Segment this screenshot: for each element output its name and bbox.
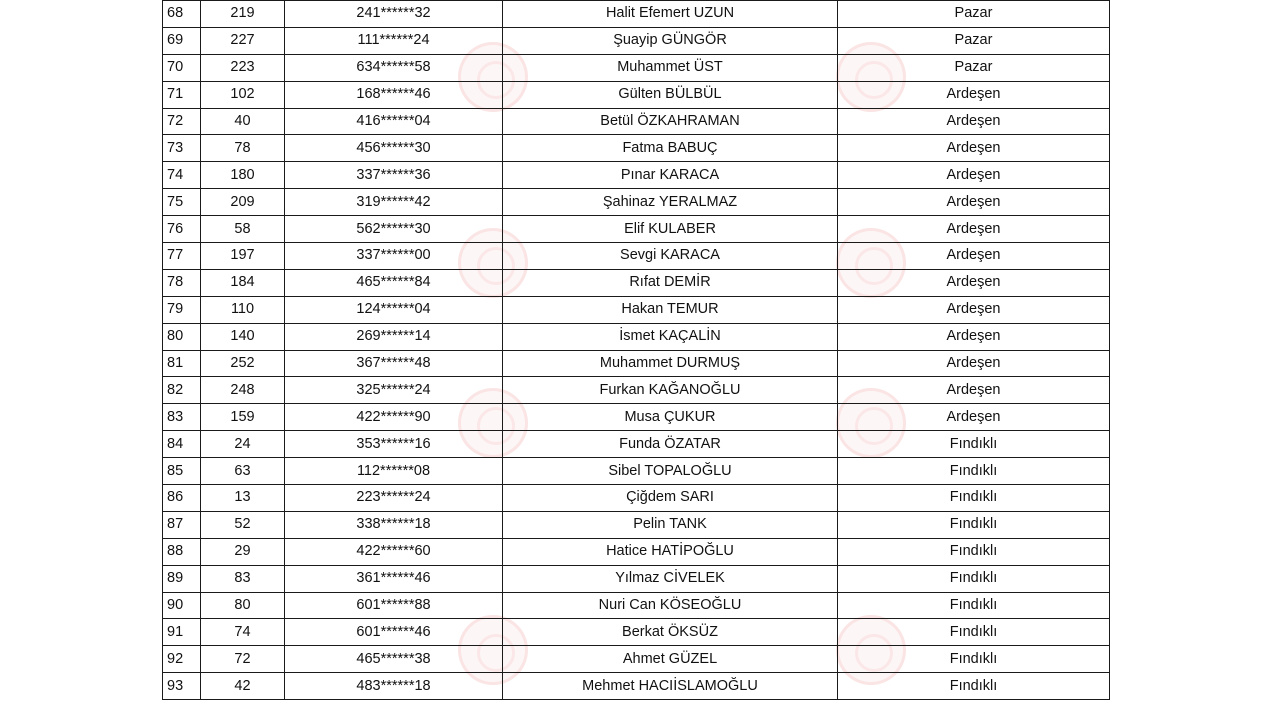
district-cell: Fındıklı <box>838 646 1110 673</box>
district-cell: Fındıklı <box>838 511 1110 538</box>
name-cell: Sibel TOPALOĞLU <box>503 458 838 485</box>
rank-cell: 180 <box>201 162 285 189</box>
id-number-cell: 337******36 <box>285 162 503 189</box>
id-number-cell: 601******88 <box>285 592 503 619</box>
row-number-cell: 72 <box>163 108 201 135</box>
table-row <box>163 296 1110 323</box>
id-number-cell: 112******08 <box>285 458 503 485</box>
id-number-cell: 353******16 <box>285 431 503 458</box>
name-cell: Ahmet GÜZEL <box>503 646 838 673</box>
table-row <box>163 511 1110 538</box>
row-number-cell: 84 <box>163 431 201 458</box>
rank-cell: 140 <box>201 323 285 350</box>
id-number-cell: 124******04 <box>285 296 503 323</box>
row-number-cell: 71 <box>163 81 201 108</box>
name-cell: Betül ÖZKAHRAMAN <box>503 108 838 135</box>
district-cell: Ardeşen <box>838 189 1110 216</box>
id-number-cell: 367******48 <box>285 350 503 377</box>
table-row <box>163 162 1110 189</box>
rank-cell: 13 <box>201 485 285 512</box>
name-cell: Furkan KAĞANOĞLU <box>503 377 838 404</box>
table-body <box>163 1 1110 700</box>
row-number-cell: 85 <box>163 458 201 485</box>
table-row <box>163 135 1110 162</box>
district-cell: Fındıklı <box>838 565 1110 592</box>
id-number-cell: 325******24 <box>285 377 503 404</box>
row-number-cell: 89 <box>163 565 201 592</box>
rank-cell: 227 <box>201 27 285 54</box>
district-cell: Ardeşen <box>838 323 1110 350</box>
name-cell: Sevgi KARACA <box>503 243 838 270</box>
assignment-table <box>162 0 1110 700</box>
id-number-cell: 465******84 <box>285 269 503 296</box>
rank-cell: 74 <box>201 619 285 646</box>
row-number-cell: 87 <box>163 511 201 538</box>
rank-cell: 24 <box>201 431 285 458</box>
row-number-cell: 82 <box>163 377 201 404</box>
table-row <box>163 646 1110 673</box>
row-number-cell: 83 <box>163 404 201 431</box>
table-row <box>163 619 1110 646</box>
id-number-cell: 111******24 <box>285 27 503 54</box>
name-cell: Nuri Can KÖSEOĞLU <box>503 592 838 619</box>
id-number-cell: 319******42 <box>285 189 503 216</box>
district-cell: Ardeşen <box>838 108 1110 135</box>
name-cell: Pelin TANK <box>503 511 838 538</box>
id-number-cell: 416******04 <box>285 108 503 135</box>
row-number-cell: 80 <box>163 323 201 350</box>
table-row <box>163 377 1110 404</box>
rank-cell: 78 <box>201 135 285 162</box>
district-cell: Pazar <box>838 27 1110 54</box>
row-number-cell: 73 <box>163 135 201 162</box>
rank-cell: 223 <box>201 54 285 81</box>
id-number-cell: 601******46 <box>285 619 503 646</box>
district-cell: Ardeşen <box>838 81 1110 108</box>
table-row <box>163 431 1110 458</box>
row-number-cell: 78 <box>163 269 201 296</box>
rank-cell: 72 <box>201 646 285 673</box>
rank-cell: 184 <box>201 269 285 296</box>
table-row <box>163 54 1110 81</box>
name-cell: Funda ÖZATAR <box>503 431 838 458</box>
name-cell: Musa ÇUKUR <box>503 404 838 431</box>
table-row <box>163 673 1110 700</box>
rank-cell: 42 <box>201 673 285 700</box>
row-number-cell: 79 <box>163 296 201 323</box>
table-row <box>163 565 1110 592</box>
rank-cell: 252 <box>201 350 285 377</box>
row-number-cell: 70 <box>163 54 201 81</box>
district-cell: Ardeşen <box>838 377 1110 404</box>
row-number-cell: 77 <box>163 243 201 270</box>
row-number-cell: 86 <box>163 485 201 512</box>
rank-cell: 197 <box>201 243 285 270</box>
id-number-cell: 168******46 <box>285 81 503 108</box>
row-number-cell: 90 <box>163 592 201 619</box>
name-cell: Halit Efemert UZUN <box>503 1 838 28</box>
district-cell: Pazar <box>838 54 1110 81</box>
table-row <box>163 485 1110 512</box>
name-cell: Hakan TEMUR <box>503 296 838 323</box>
table-row <box>163 538 1110 565</box>
name-cell: İsmet KAÇALİN <box>503 323 838 350</box>
district-cell: Ardeşen <box>838 243 1110 270</box>
id-number-cell: 465******38 <box>285 646 503 673</box>
rank-cell: 29 <box>201 538 285 565</box>
district-cell: Ardeşen <box>838 350 1110 377</box>
district-cell: Ardeşen <box>838 216 1110 243</box>
district-cell: Pazar <box>838 1 1110 28</box>
name-cell: Fatma BABUÇ <box>503 135 838 162</box>
row-number-cell: 91 <box>163 619 201 646</box>
rank-cell: 219 <box>201 1 285 28</box>
rank-cell: 63 <box>201 458 285 485</box>
id-number-cell: 269******14 <box>285 323 503 350</box>
row-number-cell: 75 <box>163 189 201 216</box>
name-cell: Berkat ÖKSÜZ <box>503 619 838 646</box>
table-row <box>163 81 1110 108</box>
district-cell: Ardeşen <box>838 162 1110 189</box>
name-cell: Çiğdem SARI <box>503 485 838 512</box>
row-number-cell: 88 <box>163 538 201 565</box>
row-number-cell: 74 <box>163 162 201 189</box>
table-row <box>163 458 1110 485</box>
name-cell: Şuayip GÜNGÖR <box>503 27 838 54</box>
table-row <box>163 1 1110 28</box>
id-number-cell: 361******46 <box>285 565 503 592</box>
row-number-cell: 92 <box>163 646 201 673</box>
rank-cell: 40 <box>201 108 285 135</box>
table-row <box>163 323 1110 350</box>
name-cell: Yılmaz CİVELEK <box>503 565 838 592</box>
table-row <box>163 350 1110 377</box>
name-cell: Pınar KARACA <box>503 162 838 189</box>
id-number-cell: 562******30 <box>285 216 503 243</box>
row-number-cell: 81 <box>163 350 201 377</box>
row-number-cell: 93 <box>163 673 201 700</box>
rank-cell: 83 <box>201 565 285 592</box>
row-number-cell: 69 <box>163 27 201 54</box>
name-cell: Muhammet DURMUŞ <box>503 350 838 377</box>
district-cell: Ardeşen <box>838 404 1110 431</box>
rank-cell: 209 <box>201 189 285 216</box>
name-cell: Hatice HATİPOĞLU <box>503 538 838 565</box>
rank-cell: 159 <box>201 404 285 431</box>
id-number-cell: 483******18 <box>285 673 503 700</box>
table-row <box>163 27 1110 54</box>
id-number-cell: 456******30 <box>285 135 503 162</box>
district-cell: Ardeşen <box>838 269 1110 296</box>
rank-cell: 52 <box>201 511 285 538</box>
table-row <box>163 108 1110 135</box>
district-cell: Fındıklı <box>838 673 1110 700</box>
table-row <box>163 216 1110 243</box>
id-number-cell: 422******60 <box>285 538 503 565</box>
id-number-cell: 422******90 <box>285 404 503 431</box>
name-cell: Muhammet ÜST <box>503 54 838 81</box>
name-cell: Mehmet HACIİSLAMOĞLU <box>503 673 838 700</box>
name-cell: Gülten BÜLBÜL <box>503 81 838 108</box>
table-row <box>163 592 1110 619</box>
id-number-cell: 634******58 <box>285 54 503 81</box>
district-cell: Fındıklı <box>838 485 1110 512</box>
rank-cell: 58 <box>201 216 285 243</box>
rank-cell: 248 <box>201 377 285 404</box>
row-number-cell: 76 <box>163 216 201 243</box>
row-number-cell: 68 <box>163 1 201 28</box>
rank-cell: 80 <box>201 592 285 619</box>
table-row <box>163 243 1110 270</box>
district-cell: Fındıklı <box>838 431 1110 458</box>
district-cell: Fındıklı <box>838 592 1110 619</box>
id-number-cell: 338******18 <box>285 511 503 538</box>
name-cell: Rıfat DEMİR <box>503 269 838 296</box>
id-number-cell: 337******00 <box>285 243 503 270</box>
district-cell: Fındıklı <box>838 458 1110 485</box>
id-number-cell: 241******32 <box>285 1 503 28</box>
name-cell: Elif KULABER <box>503 216 838 243</box>
table-row <box>163 189 1110 216</box>
district-cell: Fındıklı <box>838 619 1110 646</box>
name-cell: Şahinaz YERALMAZ <box>503 189 838 216</box>
table-row <box>163 269 1110 296</box>
rank-cell: 110 <box>201 296 285 323</box>
district-cell: Ardeşen <box>838 296 1110 323</box>
district-cell: Fındıklı <box>838 538 1110 565</box>
district-cell: Ardeşen <box>838 135 1110 162</box>
rank-cell: 102 <box>201 81 285 108</box>
table-row <box>163 404 1110 431</box>
id-number-cell: 223******24 <box>285 485 503 512</box>
